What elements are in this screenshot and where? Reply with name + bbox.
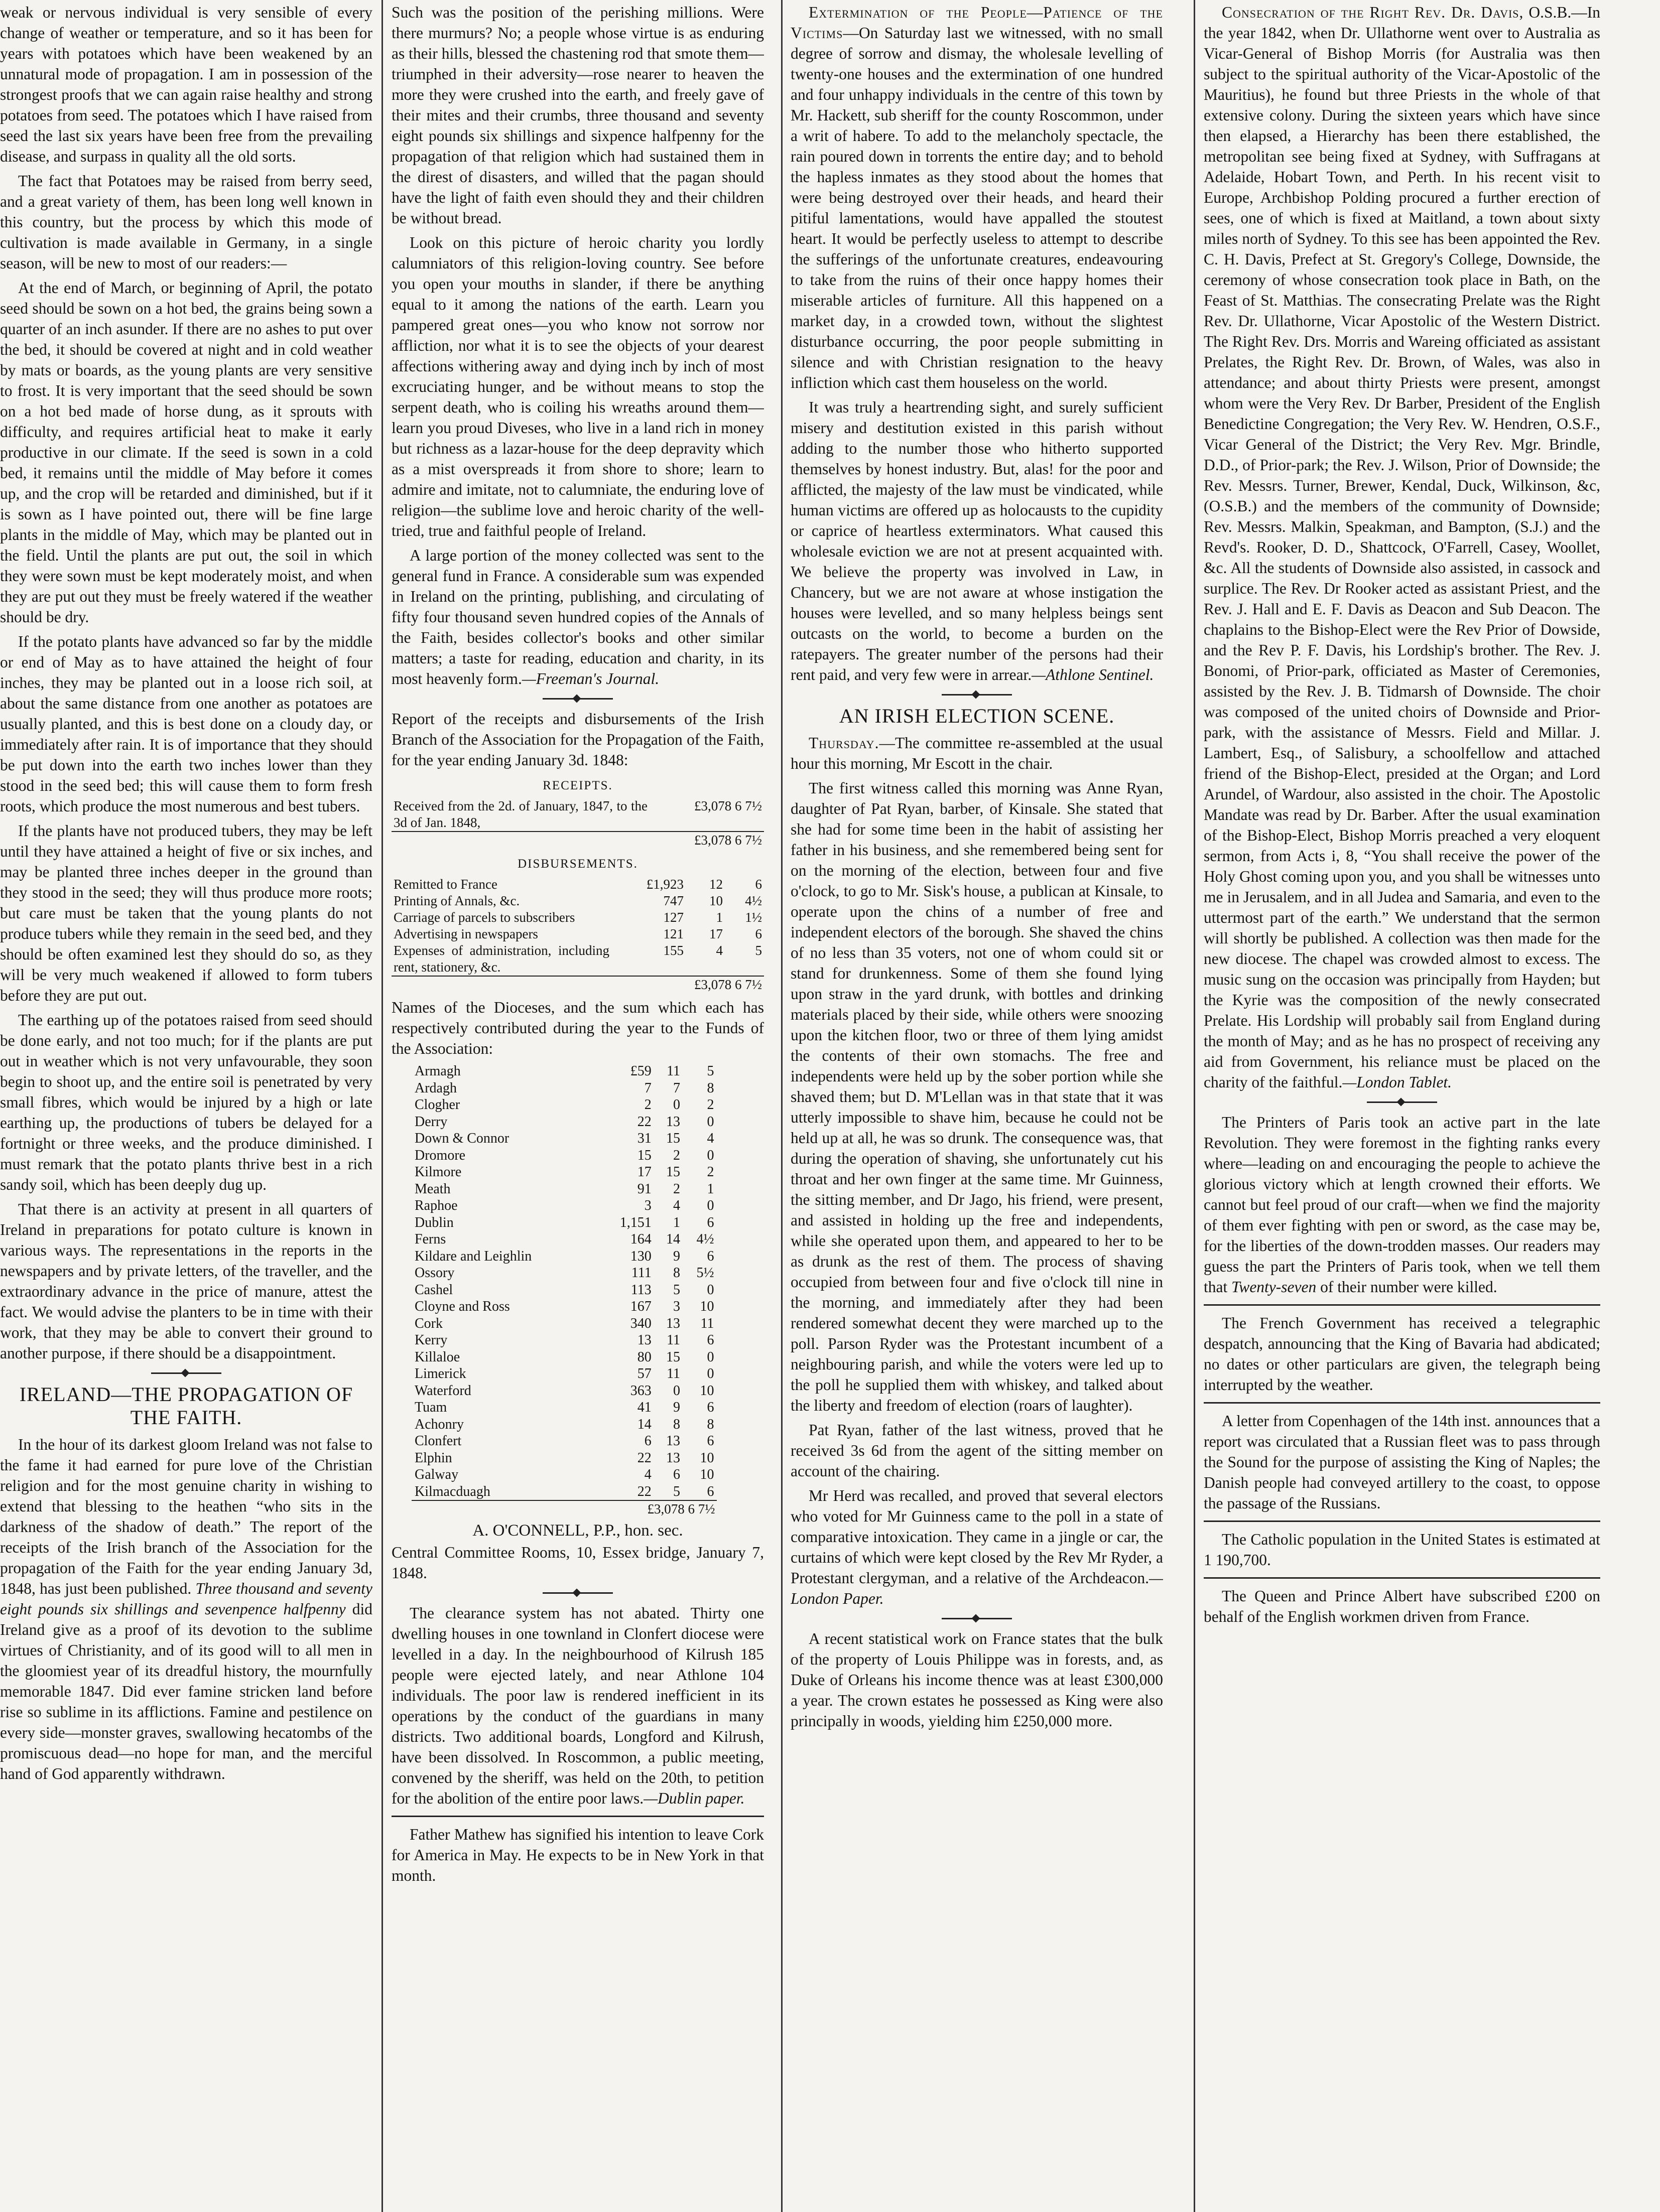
diocese-s-cell: 7	[673, 1080, 681, 1096]
column-rule	[1194, 0, 1195, 2212]
diocese-name: Kildare and Leighlin	[415, 1248, 532, 1264]
diocese-s-cell: 6	[673, 1467, 681, 1482]
column-rule	[381, 0, 383, 2212]
table-row	[392, 942, 764, 976]
diocese-row	[412, 1298, 717, 1315]
article-paragraph	[392, 1603, 764, 1809]
section-rule	[392, 1816, 764, 1817]
diocese-d-cell: 6	[707, 1433, 714, 1449]
table-cell: 1	[716, 910, 723, 925]
section-rule	[1204, 1577, 1600, 1579]
article-text: The Printers of Paris took an active part in the late Revolution. They were foremost in the fighting ranks every where—leading on and encouraging the people to achieve the glorious victory which at length crowned their efforts. We cannot but feel proud of our craft—when we find the majority of them ever fighting with pen or sword, as the case may be, for the liberties of the down-trodden masses. Our readers may guess the part the Printers of Paris took, when we tell them that	[1204, 1114, 1600, 1296]
diocese-s-cell: 13	[666, 1450, 681, 1466]
diocese-name: Ardagh	[415, 1080, 457, 1096]
receipts-heading: RECEIPTS.	[543, 779, 613, 792]
article-lead: Thursday.	[809, 734, 879, 752]
article-text: The clearance system has not abated. Thirty one dwelling houses in one townland in Clonfert diocese were levelled in a day. In the neighbourhood of Kilrush 185 people were ejected lately, and near Athlone 104 individuals. The poor law is rendered inefficient in its operations by the conduct of the guardians in many districts. Two additional boards, Longford and Kilrush, have been dissolved. In Roscommon, a public meeting, convened by the sheriff, was held on the 20th, to petition for the abolition of the entire poor laws.	[392, 1604, 764, 1807]
diocese-name: Raphoe	[415, 1198, 458, 1213]
diocese-l-cell: 14	[637, 1416, 652, 1432]
diocese-s-cell: 5	[673, 1483, 681, 1499]
diocese-l-cell: 3	[644, 1198, 652, 1213]
article-lead: Extermination of the People—Patience of the Victims	[791, 4, 1163, 42]
signature-address: Central Committee Rooms, 10, Essex bridge, January 7, 1848.	[392, 1544, 764, 1582]
diocese-s-cell: 15	[666, 1349, 681, 1365]
diocese-s-cell: 9	[673, 1400, 681, 1415]
diocese-d-cell: 8	[707, 1080, 714, 1096]
column-rule	[781, 0, 783, 2212]
diocese-l-cell: 340	[630, 1315, 652, 1331]
table-cell: 4	[716, 943, 723, 958]
diocese-s-cell: 8	[673, 1265, 681, 1281]
diocese-d-cell: 8	[707, 1416, 714, 1432]
diocese-d-cell: 1	[707, 1181, 714, 1197]
diocese-row	[412, 1433, 717, 1450]
article-paragraph	[1204, 1112, 1600, 1297]
article-paragraph: weak or nervous individual is very sensible of every change of weather or temperature, and so it has been for years with potatoes which have been weakened by an unnatural mode of propagation. I am in possession of the strongest proofs that we can again raise healthy and strong potatoes from seed. The potatoes which I have raised from seed the last six years have been free from the prevailing disease, and surpass in quality all the old sorts.	[0, 4, 372, 165]
article-text: —The committee re-assembled at the usual hour this morning, Mr Escott in the chair.	[791, 734, 1163, 772]
total-cell: £3,078 6 7½	[611, 976, 764, 993]
diocese-l-cell: 91	[637, 1181, 652, 1197]
section-rule	[1204, 1304, 1600, 1306]
diocese-d-cell: 5	[707, 1063, 714, 1079]
table-cell: 155	[663, 943, 684, 958]
diocese-l-cell: 363	[630, 1382, 652, 1399]
section-rule	[1204, 1520, 1600, 1522]
table-row	[392, 798, 764, 832]
diocese-d-cell: 10	[700, 1382, 714, 1399]
diocese-row	[412, 1282, 717, 1299]
section-separator	[942, 694, 1012, 696]
source-credit: —London Paper.	[791, 1569, 1163, 1607]
diocese-s-cell: 1	[673, 1214, 681, 1230]
diocese-name: Cork	[415, 1315, 443, 1331]
article-paragraph: The fact that Potatoes may be raised from berry seed, and a great variety of them, has been long well known in this country, but the process by which this mode of cultivation is made available in Germany, in a single season, will be new to most of our readers:—	[0, 172, 372, 272]
diocese-row	[412, 1214, 717, 1231]
article-paragraph: At the end of March, or beginning of April, the potato seed should be sown on a hot bed, the grains being sown a quarter of an inch asunder. If there are no ashes to put over the bed, it should be covered at night and in cold weather by mats or boards, as the young plants are very sensitive to frost. It is very important that the seed should be sown on a hot bed made of horse dung, as it sprouts with difficulty, and requires artificial heat to make it early productive in our climate. If the seed is sown in a cold bed, it remains until the middle of May before it comes up, and the crop will be retarded and diminished, but if it is sown as I have pointed out, there will be fine large plants in the middle of May, which may be planted out in the field. Until the plants are put out, the soil in which they were sown must be kept moderately moist, and when they are put out they must be freely watered if the weather should be dry.	[0, 279, 372, 626]
diocese-name: Clogher	[415, 1097, 460, 1113]
diocese-name: Ferns	[415, 1231, 446, 1247]
diocese-name: Clonfert	[415, 1433, 462, 1449]
diocese-s-cell: 15	[666, 1164, 681, 1180]
diocese-name: Derry	[415, 1114, 448, 1130]
article-paragraph: Such was the position of the perishing millions. Were there murmurs? No; a people whose virtue is as enduring as their hills, blessed the chastening rod that smote them—triumphed in their adversity—rose nearer to heaven the more they were crushed into the earth, and freely gave of their mites and their crumbs, three thousand and seventy eight pounds six shillings and sixpence halfpenny for the propagation of that religion which had sustained them in the direst of disasters, and willed that the pagan should have the light of faith even should they and their children be without bread.	[392, 4, 764, 227]
article-paragraph: That there is an activity at present in all quarters of Ireland in preparations for potato culture is known in various ways. The representations in the reports in the newspapers and by private letters, of the traveller, and the extraordinary advance in the price of manure, attest the fact. We would advise the planters to be in time with their work, that they may be able to convert their ground to another purpose, if there should be a disappointment.	[0, 1200, 372, 1362]
diocese-s-cell: 0	[673, 1097, 681, 1113]
diocese-name: Ossory	[415, 1265, 455, 1281]
diocese-d-cell: 0	[707, 1114, 714, 1130]
diocese-s-cell: 14	[666, 1231, 681, 1247]
diocese-l-cell: 80	[637, 1349, 652, 1365]
diocese-d-cell: 0	[707, 1366, 714, 1381]
diocese-row	[412, 1114, 717, 1131]
article-paragraph	[791, 2, 1163, 393]
diocese-row	[412, 1080, 717, 1097]
diocese-l-cell: 31	[637, 1131, 652, 1146]
diocese-d-cell: 5½	[696, 1265, 714, 1281]
diocese-s-cell: 4	[673, 1198, 681, 1213]
diocese-row	[412, 1181, 717, 1198]
table-cell: Printing of Annals, &c.	[394, 893, 520, 908]
table-row	[392, 832, 764, 849]
article-paragraph: The Queen and Prince Albert have subscribed £200 on behalf of the English workmen driven from France.	[1204, 1587, 1600, 1625]
diocese-d-cell: 10	[700, 1467, 714, 1482]
diocese-s-cell: 8	[673, 1416, 681, 1432]
article-text: O.S.B.—In the year 1842, when Dr. Ullathorne went over to Australia as Vicar-General of Bishop Morris (for Australia was then subject to the spiritual authority of the Vicar-Apostolic of the Mauritius), he found but three Priests in the whole of that extensive colony. During the sixteen years which have since then elapsed, a Hierarchy has been there established, the metropolitan see being fixed at Sydney, with Suffragans at Adelaide, Hobart Town, and Perth. In his recent visit to Europe, Archbishop Polding procured a further erection of sees, one of which is fixed at Maitland, a town about sixty miles north of Sydney. To this see has been appointed the Rev. C. H. Davis, Prefect at St. Gregory's College, Downside, the ceremony of whose consecration took place in Bath, on the Feast of St. Matthias. The consecrating Prelate was the Right Rev. Dr. Ullathorne, Vicar Apostolic of the Western District. The Right Rev. Drs. Morris and Wareing officiated as assistant Prelates, the Right Rev. Dr. Brown, of Wales, was also in attendance; and about thirty Priests were present, amongst whom were the Very Rev. Dr Barber, President of the English Benedictine Congregation; the Very Rev. W. Hendren, O.S.F., Vicar General of the District; the Very Rev. Mgr. Brindle, D.D., of Prior-park; the Rev. J. Wilson, Prior of Downside; the Rev. Messrs. Turner, Brewer, Kendal, Duck, Wilkinson, &c, (O.S.B.) and the members of the community of Downside; Rev. Messrs. Malkin, Speakman, and Bampton, (S.J.) and the Revd's. Rooker, D. D., Shattcock, O'Farrell, Casey, Woollet, &c. All the students of Downside also assisted, in cassock and surplice. The Rev. Dr Rooker acted as assistant Priest, and the Rev. J. Hall and E. F. Davis as Deacon and Sub Deacon. The chaplains to the Bishop-Elect were the Rev Prior of Dowside, and the Rev P. F. Davis, his Lordship's brother. The Rev. J. Bonomi, of Prior-park, officiated as Master of Ceremonies, assisted by the Rev. J. B. Tidmarsh of Downside. The choir was composed of the united choirs of Downside and Prior-park, with the assistance of Messrs. Field and Millar. J. Lambert, Esq., of Salisbury, a schoolfellow and attached friend of the Bishop-Elect, presided at the Organ; and Lord Arundel, of Wardour, also assisted in the choir. The Apostolic Mandate was read by Dr. Barber. After the usual examination of the Bishop-Elect, Bishop Morris preached a very eloquent sermon, from Acts i, 8, “You shall receive the power of the Holy Ghost coming upon you, and you shall be witnesses unto me in Jerusalem, and in all Judea and Samaria, and even to the uttermost part of the earth.” We understand that the sermon will shortly be published. A collection was then made for the new diocese. The chapel was crowded almost to excess. The music sung on the occasion was principally from Hayden; but the Kyrie was the composition of the newly consecrated Prelate. His Lordship will probably sail from England during the month of May; and as he has no prospect of receiving any aid from Government, his reliance must be placed on the charity of the faithful.	[1204, 4, 1600, 1091]
article-emphasis: Twenty-seven	[1231, 1278, 1317, 1296]
article-paragraph	[791, 397, 1163, 685]
article-text: In the hour of its darkest gloom Ireland was not false to the fame it had earned for pure love of the Christian religion and for the most genuine charity in wishing to extend that blessing to the heathen “who sits in the darkness of the shadow of death.” The report of the receipts of the Irish branch of the Association for the propagation of the Faith for the year ending January 3d, 1848, has just been published.	[0, 1436, 372, 1597]
diocese-name: Dublin	[415, 1214, 454, 1230]
article-paragraph	[1204, 2, 1600, 1092]
article-emphasis: Three thousand and seventy eight pounds six shillings and sevenpence halfpenny	[0, 1580, 372, 1618]
diocese-name: Galway	[415, 1467, 459, 1482]
article-headline: AN IRISH ELECTION SCENE.	[839, 705, 1115, 727]
diocese-l-cell: 7	[644, 1080, 652, 1096]
diocese-l-cell: 167	[630, 1299, 652, 1314]
article-paragraph	[791, 1485, 1163, 1609]
diocese-row	[412, 1164, 717, 1181]
section-separator	[942, 1618, 1012, 1619]
diocese-row	[412, 1265, 717, 1282]
diocese-row	[412, 1399, 717, 1416]
signature: A. O'CONNELL, P.P., hon. sec.	[472, 1522, 683, 1540]
source-credit: —Freeman's Journal.	[522, 670, 660, 687]
diocese-s-cell: 0	[673, 1382, 681, 1399]
diocese-s-cell: 13	[666, 1433, 681, 1449]
article-paragraph: A recent statistical work on France states that the bulk of the property of Louis Philippe was in forests, and, as Duke of Orleans his income thence was at least £300,000 a year. The crown estates he possessed as King were also principally in woods, yielding him £250,000 more.	[791, 1630, 1163, 1730]
article-paragraph	[0, 1434, 372, 1784]
article-paragraph: If the potato plants have advanced so far by the middle or end of May as to have attained the height of four inches, they may be planted out in a loose rich soil, at about the same distance from one another as potatoes are usually planted, and this is best done on a cloudy day, or immediately after rain. It is of importance that they should be put down into the earth two inches lower than they stood in the seed bed; this will cause them to form fresh roots, which produce the most numerous and best tubers.	[0, 633, 372, 815]
article-paragraph: The Catholic population in the United States is estimated at 1 190,700.	[1204, 1531, 1600, 1569]
column-4	[1204, 0, 1600, 2212]
article-paragraph: The French Government has received a telegraphic despatch, announcing that the King of Bavaria had abdicated; no dates or other particulars are given, the telegraph being interrupted by the weather.	[1204, 1314, 1600, 1394]
diocese-d-cell: 4½	[696, 1231, 714, 1247]
table-cell: Received from the 2d. of January, 1847, to the 3d of Jan. 1848,	[394, 798, 648, 830]
diocese-l-cell: 17	[637, 1164, 652, 1180]
diocese-row	[412, 1365, 717, 1382]
table-cell: Advertising in newspapers	[394, 926, 538, 941]
article-text: did Ireland give as a proof of its devotion to the sublime virtues of Christianity, and of its good will to all men in the gloomiest year of its dreadful history, the mournfully memorable 1847. Did ever famine stricken land before rise so sublime in its afflictions. Famine and pestilence on every side—monster graves, swallowing hecatombs of the promiscuous dead—no hope for man, and the merciful hand of God apparently withdrawn.	[0, 1600, 372, 1782]
table-cell: Remitted to France	[394, 877, 497, 892]
diocese-l-cell: 22	[637, 1450, 652, 1466]
diocese-s-cell: 13	[666, 1114, 681, 1130]
diocese-row	[412, 1315, 717, 1332]
diocese-s-cell: 11	[667, 1366, 681, 1381]
diocese-d-cell: 2	[707, 1164, 714, 1180]
diocese-l-cell: 22	[637, 1114, 652, 1130]
diocese-d-cell: 11	[700, 1315, 714, 1331]
diocese-name: Meath	[415, 1181, 451, 1197]
diocese-name: Kerry	[415, 1332, 448, 1348]
diocese-l-cell: 22	[637, 1483, 652, 1499]
diocese-row	[412, 1382, 717, 1400]
article-text: of their number were killed.	[1320, 1278, 1497, 1296]
diocese-d-cell: 0	[707, 1282, 714, 1298]
disbursements-table	[392, 876, 764, 993]
diocese-name: Down & Connor	[415, 1131, 509, 1146]
article-text: A large portion of the money collected was sent to the general fund in France. A considerable sum was expended in Ireland on the printing, publishing, and circulating of fifty four thousand seven hundred copies of the Annals of the Faith, besides collector's books and other similar matters; a taste for reading, education and charity, in its most heavenly form.	[392, 546, 764, 687]
table-cell: 127	[663, 910, 684, 925]
diocese-d-cell: 2	[707, 1097, 714, 1113]
section-separator	[543, 1592, 613, 1594]
table-row	[412, 1500, 717, 1517]
diocese-row	[412, 1416, 717, 1433]
diocese-name: Killaloe	[415, 1349, 460, 1365]
total-cell: £3,078 6 7½	[650, 832, 764, 849]
disbursements-heading: DISBURSEMENTS.	[518, 857, 638, 871]
diocese-d-cell: 0	[707, 1147, 714, 1163]
diocese-name: Achonry	[415, 1416, 464, 1432]
diocese-name: Limerick	[415, 1366, 466, 1381]
diocese-l-cell: 15	[637, 1147, 652, 1163]
article-paragraph: The first witness called this morning was Anne Ryan, daughter of Pat Ryan, barber, of Kinsale. She stated that she had for some time been in the habit of assisting her father in his business, and she remembered being sent for on the morning of the election, between four and five o'clock, to go to Mr. Sisk's house, a publican at Kinsale, to operate upon the chins of a number of free and independent electors of the borough. She shaved the chins of no less than 35 voters, not one of whom could sit or stand for drunkenness. Some of them she found lying upon straw in the yard drunk, with bottles and drinking materials placed by their side, while others were snoozing upon the kitchen floor, two or three of them lying amidst the contents of their own stomachs. The free and independents were held up by the sober portion while she shaved them; but D. M'Lellan was in that state that it was utterly impossible to shave him, because he could not be held up at all, he was so drunk. The consequence was, that during the operation of shaving, she unfortunately cut his throat and her own finger at the same time. Mr Guinness, the sitting member, and Dr Jago, his friend, were present, and assisted in holding up the free and independents, while she operated upon them, and appeared to her to be as drunk as the rest of them. The process of shaving occupied from between four and five o'clock till nine in the morning, and immediately after they had been rendered somewhat decent they were marched up to the poll. Parson Ryder was the Protestant incumbent of a neighbouring parish, and while the voters were led up to the poll he supplied them with whiskey, and talked about the liberty and freedom of election (roars of laughter).	[791, 779, 1163, 1414]
diocese-s-cell: 13	[666, 1315, 681, 1331]
diocese-row	[412, 1450, 717, 1467]
diocese-d-cell: 6	[707, 1248, 714, 1264]
diocese-s-cell: 15	[666, 1131, 681, 1146]
table-cell: £1,923	[646, 877, 684, 892]
table-cell: Carriage of parcels to subscribers	[394, 910, 575, 925]
article-paragraph	[791, 733, 1163, 774]
table-cell: 747	[663, 893, 684, 908]
diocese-l-cell: 130	[630, 1248, 652, 1264]
table-row	[392, 926, 764, 942]
article-paragraph: A letter from Copenhagen of the 14th inst. announces that a report was circulated that a Russian fleet was to pass through the Sound for the purpose of assisting the King of Naples; the Danish people had conveyed artillery to the coast, to oppose the passage of the Russians.	[1204, 1412, 1600, 1512]
report-intro: Report of the receipts and disbursements of the Irish Branch of the Association for the Propagation of the Faith, for the year ending January 3d. 1848:	[392, 710, 764, 769]
dioceses-intro: Names of the Dioceses, and the sum which each has respectively contributed during the year to the Funds of the Association:	[392, 999, 764, 1057]
column-3	[791, 0, 1163, 2212]
article-paragraph: Look on this picture of heroic charity you lordly calumniators of this religion-loving country. See before you open your mouths in slander, if there be anything equal to it among the nations of the earth. Learn you pampered great ones—you who know not sorrow nor affliction, nor what it is to see the objects of your dearest affections withering away and dying inch by inch of most excruciating hunger, and be without means to stop the serpent death, who is coiling his wreaths around them—learn you proud Diveses, who live in a land rich in money but richness as a lazar-house for the deep depravity which as a mist overspreads it from shore to shore; learn to admire and imitate, not to calumniate, the enduring love of religion—the sublime love and heroic charity of the well-tried, true and faithful people of Ireland.	[392, 234, 764, 539]
diocese-d-cell: 0	[707, 1349, 714, 1365]
article-lead: Consecration of the Right Rev. Dr. Davis,	[1222, 4, 1524, 21]
diocese-s-cell: 11	[667, 1332, 681, 1348]
table-row	[392, 876, 764, 893]
diocese-s-cell: 3	[673, 1299, 681, 1314]
diocese-d-cell: 6	[707, 1400, 714, 1415]
diocese-d-cell: 4	[707, 1131, 714, 1146]
diocese-row	[412, 1197, 717, 1214]
diocese-l-cell: 6	[644, 1433, 652, 1449]
table-cell: 12	[709, 877, 723, 892]
diocese-l-cell: 113	[630, 1282, 652, 1298]
table-cell: Expenses of administration, including rent, stationery, &c.	[394, 943, 609, 975]
dioceses-total-table	[412, 1500, 717, 1517]
diocese-row	[412, 1063, 717, 1080]
source-credit: —Dublin paper.	[644, 1789, 745, 1807]
diocese-name: Cloyne and Ross	[415, 1299, 510, 1314]
table-cell: 4½	[745, 893, 762, 908]
dioceses-table	[412, 1063, 717, 1500]
article-paragraph: Pat Ryan, father of the last witness, proved that he received 3s 6d from the agent of the sitting member on account of the chairing.	[791, 1421, 1163, 1480]
section-separator	[151, 1372, 221, 1374]
diocese-s-cell: 9	[673, 1248, 681, 1264]
diocese-l-cell: 13	[637, 1332, 652, 1348]
diocese-name: Kilmore	[415, 1164, 462, 1180]
diocese-row	[412, 1248, 717, 1265]
diocese-d-cell: 10	[700, 1450, 714, 1466]
diocese-row	[412, 1147, 717, 1164]
table-cell: 121	[663, 926, 684, 941]
table-cell: 6	[755, 877, 762, 892]
diocese-row	[412, 1349, 717, 1366]
column-1	[0, 0, 372, 2212]
section-rule	[1204, 1402, 1600, 1404]
diocese-d-cell: 6	[707, 1214, 714, 1230]
diocese-row	[412, 1130, 717, 1147]
source-credit: —Athlone Sentinel.	[1032, 666, 1154, 683]
table-row	[392, 909, 764, 926]
total-cell: £3,078 6 7½	[582, 1500, 717, 1517]
diocese-s-cell: 5	[673, 1282, 681, 1298]
diocese-row	[412, 1096, 717, 1114]
diocese-name: Armagh	[415, 1063, 461, 1079]
article-paragraph: Father Mathew has signified his intention to leave Cork for America in May. He expects to be in New York in that month.	[392, 1826, 764, 1884]
table-row	[392, 976, 764, 993]
diocese-row	[412, 1231, 717, 1248]
section-separator	[1367, 1101, 1437, 1103]
diocese-s-cell: 2	[673, 1181, 681, 1197]
table-cell: £3,078 6 7½	[694, 798, 762, 813]
diocese-name: Cashel	[415, 1282, 453, 1298]
table-cell: 5	[755, 943, 762, 958]
table-cell: 10	[709, 893, 723, 908]
diocese-name: Tuam	[415, 1400, 447, 1415]
diocese-l-cell: 4	[644, 1467, 652, 1482]
diocese-name: Kilmacduagh	[415, 1483, 490, 1499]
diocese-d-cell: 0	[707, 1198, 714, 1213]
diocese-row	[412, 1332, 717, 1349]
diocese-l-cell: 1,151	[619, 1214, 652, 1230]
article-text: —On Saturday last we witnessed, with no small degree of sorrow and dismay, the wholesale levelling of twenty-one houses and the extermination of one hundred and four unhappy individuals in the centre of this town by Mr. Hackett, sub sheriff for the county Roscommon, under a writ of habere. To add to the melancholy spectacle, the rain poured down in torrents the entire day; and to behold the hapless inmates as they stood about the homes that were being destroyed over their heads, and heard their pitiful lamentations, would have appalled the stoutest heart. It would be perfectly useless to attempt to describe the sufferings of the unfortunate creatures, endeavouring to take from the ruins of their once happy homes their miserable articles of furniture. All this happened on a market day, in a crowded town, without the slightest disturbance occurring, the poor people submitting in silence and with Christian resignation to the heavy infliction which cast them houseless on the world.	[791, 24, 1163, 391]
diocese-l-cell: 57	[637, 1366, 652, 1381]
table-cell: 6	[755, 926, 762, 941]
source-credit: —London Tablet.	[1342, 1073, 1452, 1091]
table-cell: 1½	[745, 910, 762, 925]
diocese-s-cell: 2	[673, 1147, 681, 1163]
diocese-d-cell: 6	[707, 1483, 714, 1499]
table-cell: 17	[709, 926, 723, 941]
diocese-l-cell: 111	[631, 1265, 652, 1281]
diocese-d-cell: 6	[707, 1332, 714, 1348]
diocese-name: Waterford	[415, 1382, 471, 1399]
article-paragraph: If the plants have not produced tubers, they may be left until they have attained a height of five or six inches, and may be planted three inches deeper in the ground than they stood in the seed; they will thus produce more roots; but care must be taken that the young plants do not produce tubers while they remain in the seed bed, and they should be often examined lest they should do so, as they will be very much weakened if allowed to form tubers before they are put out.	[0, 822, 372, 1004]
diocese-d-cell: 10	[700, 1299, 714, 1314]
article-text: It was truly a heartrending sight, and surely sufficient misery and destitution existed in this parish without adding to the number those who hitherto supported themselves by honest industry. But, alas! for the poor and afflicted, the majesty of the law must be vindicated, while human victims are offered up as holocausts to the cupidity or caprice of heartless exterminators. What caused this wholesale eviction we are not at present acquainted with. We believe the property was involved in Law, in Chancery, but we are not aware at whose instigation the houses were levelled, and so many helpless beings sent outcasts on the world, to become a burden on the ratepayers. The greater number of the persons had their rent paid, and very few were in arrear.	[791, 398, 1163, 683]
receipts-table	[392, 798, 764, 849]
article-paragraph	[392, 545, 764, 689]
section-separator	[543, 698, 613, 700]
diocese-l-cell: £59	[630, 1063, 652, 1079]
diocese-name: Elphin	[415, 1450, 452, 1466]
diocese-l-cell: 164	[630, 1231, 652, 1247]
article-paragraph: The earthing up of the potatoes raised from seed should be done early, and not too much; for if the plants are put out in weather which is not very unfavourable, they soon begin to shoot up, and the entire soil is penetrated by very small fibres, which would be injured by a high or late earthing up, the productions of tubers be delayed for a fortnight or three weeks, and the produce diminished. I must remark that the potato plants thrive best in a rich sandy soil, which has been deeply dug up.	[0, 1011, 372, 1193]
article-text: Mr Herd was recalled, and proved that several electors who voted for Mr Guinness came to the poll in a state of comparative intoxication. They came in a jingle or car, the curtains of which were kept closed by the Rev Mr Ryder, a Protestant clergyman, and a relative of the Archdeacon.	[791, 1487, 1163, 1587]
diocese-l-cell: 2	[644, 1097, 652, 1113]
article-headline: IRELAND—THE PROPAGATION OF THE FAITH.	[19, 1383, 353, 1429]
diocese-s-cell: 11	[667, 1063, 681, 1079]
diocese-row	[412, 1466, 717, 1483]
table-row	[392, 893, 764, 909]
diocese-l-cell: 41	[637, 1400, 652, 1415]
column-2	[392, 0, 764, 2212]
diocese-name: Dromore	[415, 1147, 466, 1163]
diocese-row	[412, 1483, 717, 1500]
